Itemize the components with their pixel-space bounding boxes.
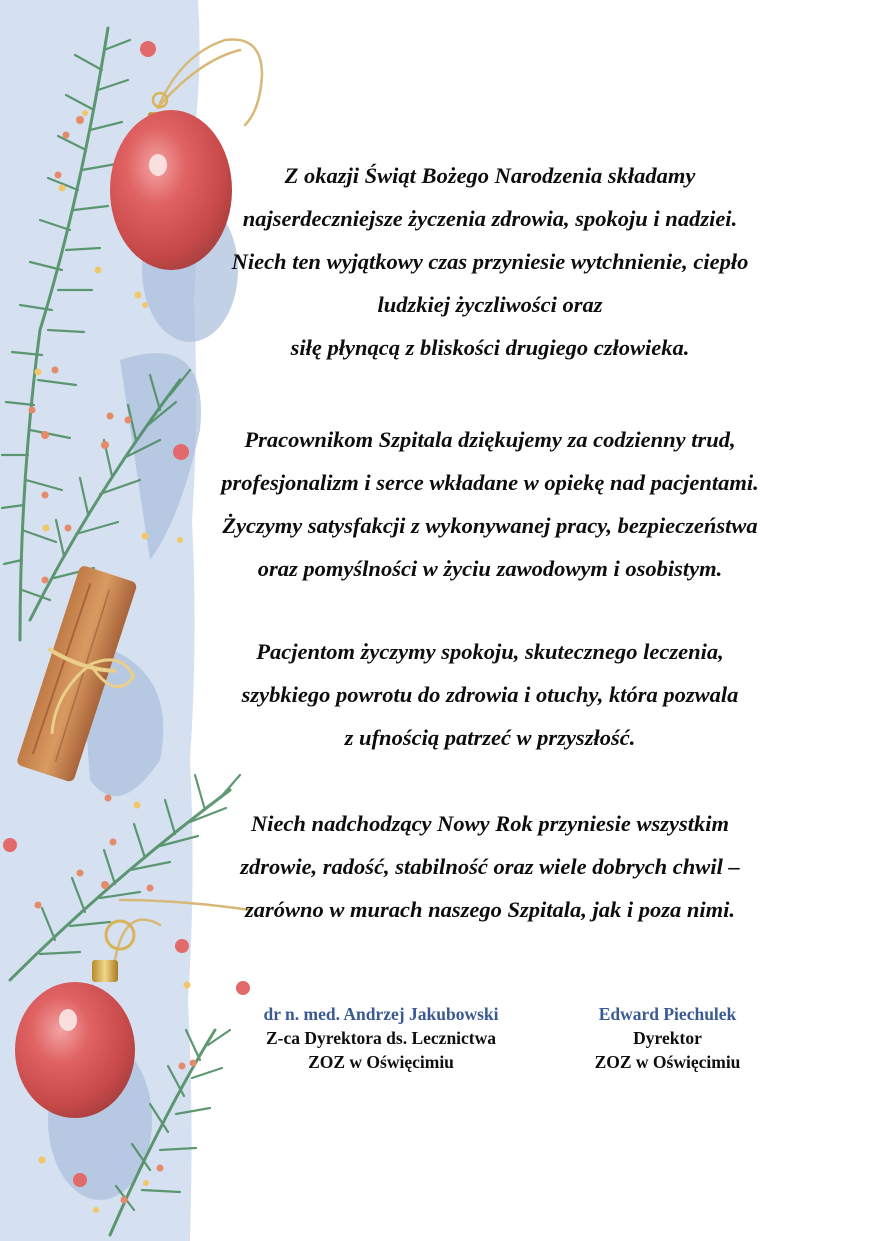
- red-berry-icon: [140, 41, 156, 57]
- signature-title: Z-ca Dyrektora ds. Lecznictwa: [265, 1028, 497, 1048]
- greeting-line: Pacjentom życzymy spokoju, skutecznego leczenia,: [256, 639, 724, 664]
- signature-title: Dyrektor: [633, 1028, 702, 1048]
- signature-deputy-director: [226, 1002, 536, 1074]
- greeting-line: Pracownikom Szpitala dziękujemy za codzienny trud,: [244, 427, 736, 452]
- greeting-line: Niech nadchodzący Nowy Rok przyniesie wszystkim: [250, 811, 730, 836]
- greeting-paragraph-staff: [180, 418, 800, 590]
- greeting-paragraph-new-year: [180, 802, 800, 931]
- greeting-line: szybkiego powrotu do zdrowia i otuchy, która pozwala: [241, 682, 739, 707]
- greeting-line: z ufnością patrzeć w przyszłość.: [344, 725, 636, 750]
- greeting-paragraph-patients: [180, 630, 800, 759]
- greeting-line: ludzkiej życzliwości oraz: [377, 292, 603, 317]
- greeting-line: zdrowie, radość, stabilność oraz wiele dobrych chwil –: [240, 854, 740, 879]
- signature-organization: ZOZ w Oświęcimiu: [308, 1052, 454, 1072]
- signature-name: Edward Piechulek: [598, 1004, 737, 1024]
- signature-director: [560, 1002, 775, 1074]
- greeting-line: siłę płynącą z bliskości drugiego człowieka.: [290, 335, 690, 360]
- greeting-line: oraz pomyślności w życiu zawodowym i osobistym.: [257, 556, 723, 581]
- greeting-line: zarówno w murach naszego Szpitala, jak i poza nimi.: [244, 897, 736, 922]
- greeting-paragraph-christmas: [180, 154, 800, 369]
- greeting-line: najserdeczniejsze życzenia zdrowia, spokoju i nadziei.: [242, 206, 738, 231]
- greeting-line: Niech ten wyjątkowy czas przyniesie wytchnienie, ciepło: [231, 249, 749, 274]
- signature-name: dr n. med. Andrzej Jakubowski: [263, 1004, 499, 1024]
- greeting-line: Z okazji Świąt Bożego Narodzenia składamy: [284, 163, 696, 188]
- greeting-line: Życzymy satysfakcji z wykonywanej pracy, bezpieczeństwa: [222, 513, 758, 538]
- signature-organization: ZOZ w Oświęcimiu: [594, 1052, 741, 1072]
- greeting-line: profesjonalizm i serce wkładane w opiekę nad pacjentami.: [221, 470, 759, 495]
